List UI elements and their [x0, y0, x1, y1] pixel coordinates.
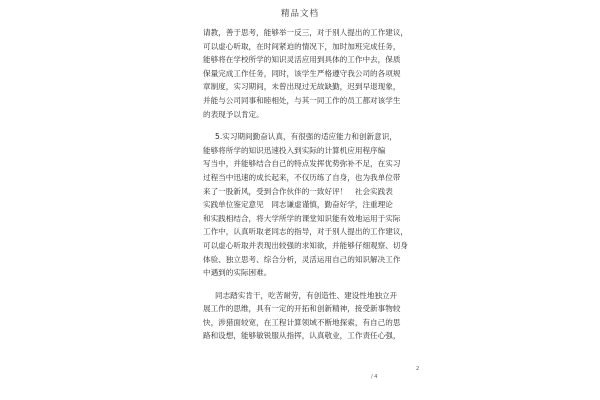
text-line: 章制度，实习期间，未曾出现过无故缺勤，迟到早退现象， — [203, 82, 401, 92]
text-line: 过程当中迅速的成长起来，不仅历练了自身，也为我单位带 — [203, 172, 401, 182]
paragraph-1 — [203, 26, 409, 121]
document-header-title: 精品文档 — [280, 9, 319, 19]
text-line: 写当中，并能够结合自己的特点发挥优势弥补不足，在实习 — [203, 159, 401, 169]
text-line: 能够将所学的知识迅速投入到实际的计算机应用程序编 — [203, 145, 386, 155]
text-line: 工作中，认真听取老同志的指导，对于别人提出的工作建议， — [203, 227, 409, 237]
paragraph-3 — [203, 289, 409, 343]
text-line: 可以虚心听取并表现出较强的求知欲，并能够仔细观察、切身 — [203, 240, 409, 250]
paragraph-spacer — [203, 121, 409, 130]
text-line: 的表现予以肯定。 — [203, 109, 264, 119]
text-line: 中遇到的实际困难。 — [203, 268, 272, 278]
text-line: 请教，善于思考，能够举一反三，对于别人提出的工作建议， — [203, 28, 409, 37]
paragraph-spacer — [203, 280, 409, 289]
text-line: 实践单位鉴定意见 同志谦虚谨慎，勤奋好学，注重理论 — [203, 200, 393, 210]
text-line: 5.实习期间勤奋认真，有很强的适应能力和创新意识， — [215, 132, 397, 142]
text-line: 同志踏实肯干，吃苦耐劳，有创造性、建设性地独立开 — [215, 290, 398, 300]
text-line: 可以虚心听取，在时间紧迫的情况下，加时加班完成任务， — [203, 41, 401, 51]
text-line: 保量完成工作任务，同时，该学生严格遵守我公司的各项规 — [203, 68, 401, 78]
text-line: 来了一股新风，受到合作伙伴的一致好评！ 社会实践表 — [203, 186, 393, 196]
text-line: 快，涉猎面较宽，在工程计算领域不断地探索，有自己的思 — [203, 317, 401, 327]
page-number: 2 — [416, 366, 420, 372]
document-body — [203, 26, 409, 343]
paragraph-2 — [203, 130, 409, 280]
text-line: 路和设想，能够敏锐服从指挥，认真敬业，工作责任心强， — [203, 331, 401, 341]
text-line: 和实践相结合，将大学所学的课堂知识能有效地运用于实际 — [203, 213, 401, 223]
page-count-label: / 4 — [371, 374, 378, 380]
text-line: 展工作的思维，具有一定的开拓和创新精神，接受新事物较 — [203, 304, 401, 314]
text-line: 并能与公司同事和睦相处，与其一同工作的员工都对该学生 — [203, 95, 401, 105]
text-line: 体验、独立思考、综合分析，灵活运用自己的知识解决工作 — [203, 254, 401, 264]
text-line: 能够将在学校所学的知识灵活应用到具体的工作中去，保质 — [203, 55, 401, 65]
